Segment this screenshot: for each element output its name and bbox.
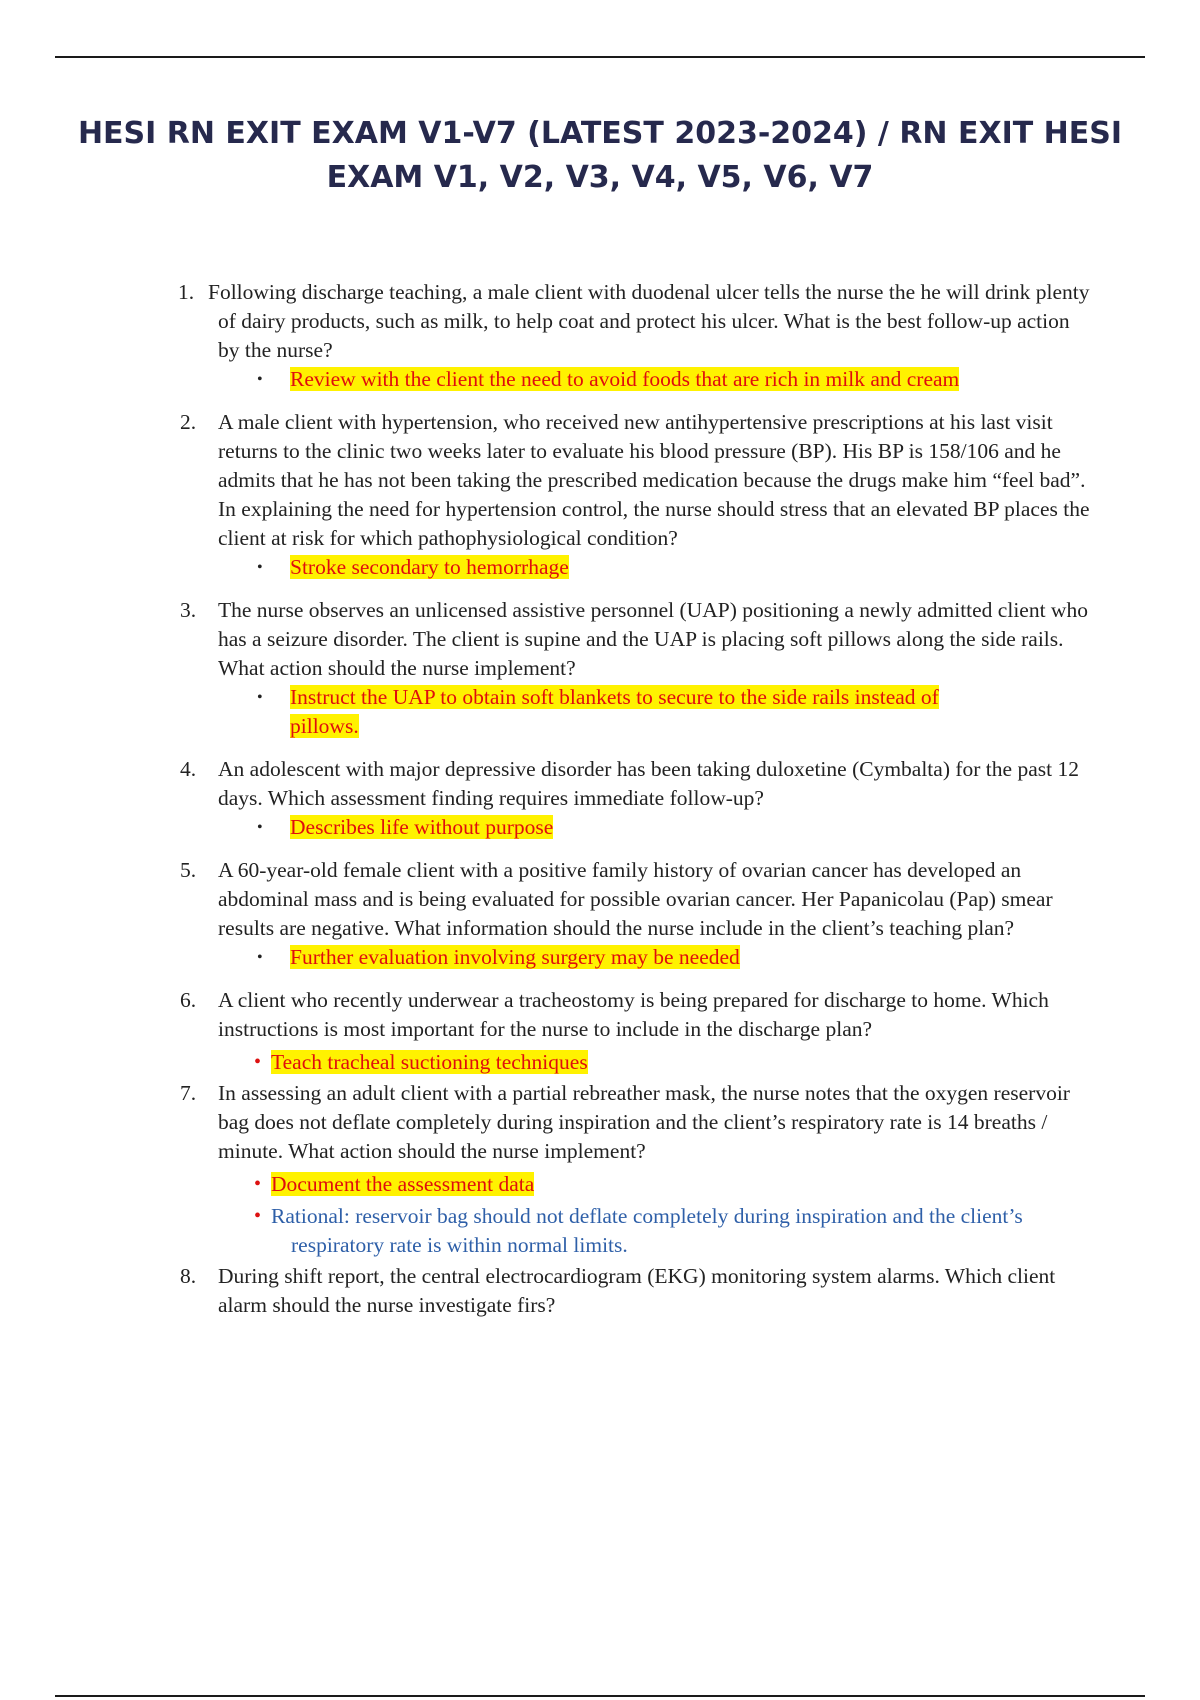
rationale-line-2: respiratory rate is within normal limits. bbox=[291, 1233, 628, 1257]
answer bbox=[180, 813, 1090, 842]
answer bbox=[180, 365, 1090, 394]
question-text: A male client with hypertension, who received new antihypertensive prescriptions at his last visit returns to the clinic two weeks later to evaluate his blood pressure (BP). His BP is 158/106 and he admits that he has not been taking the prescribed medication because the drugs make him “feel bad”. In explaining the need for hypertension control, the nurse should stress that an elevated BP places the client at risk for which pathophysiological condition? bbox=[218, 410, 1090, 550]
bullet-icon: • bbox=[257, 819, 263, 836]
question-list bbox=[180, 278, 1090, 1320]
bottom-rule bbox=[55, 1695, 1145, 1697]
title-line-2: EXAM V1, V2, V3, V4, V5, V6, V7 bbox=[326, 160, 874, 195]
question-3 bbox=[180, 596, 1090, 741]
rationale-line-1: Rational: reservoir bag should not deflate completely during inspiration and the client’s bbox=[271, 1204, 1023, 1228]
bullet-icon: • bbox=[257, 371, 263, 388]
question-6 bbox=[180, 986, 1090, 1077]
question-text: An adolescent with major depressive disorder has been taking duloxetine (Cymbalta) for the past 12 days. Which assessment finding requires immediate follow-up? bbox=[218, 757, 1079, 810]
answer-list bbox=[180, 683, 1090, 741]
question-number: 4. bbox=[180, 757, 197, 781]
page-title bbox=[60, 112, 1140, 200]
answer-text: Further evaluation involving surgery may be needed bbox=[290, 945, 740, 969]
question-number: 1. bbox=[178, 280, 195, 304]
bullet-icon: • bbox=[254, 1051, 262, 1073]
question-1 bbox=[180, 278, 1090, 394]
question-number: 7. bbox=[180, 1081, 197, 1105]
answer-text: Instruct the UAP to obtain soft blankets to secure to the side rails instead of pillows. bbox=[290, 685, 939, 738]
question-7 bbox=[180, 1079, 1090, 1260]
answer-list bbox=[180, 1048, 1090, 1077]
question-4 bbox=[180, 755, 1090, 842]
answer-list bbox=[180, 553, 1090, 582]
answer-list bbox=[180, 1170, 1090, 1260]
question-number: 8. bbox=[180, 1264, 197, 1288]
title-line-1: HESI RN EXIT EXAM V1-V7 (LATEST 2023-2024) / RN EXIT HESI bbox=[77, 116, 1123, 151]
question-text: A client who recently underwear a tracheostomy is being prepared for discharge to home. Which instructions is most important for the nurse to include in the discharge plan? bbox=[218, 988, 1049, 1041]
answer bbox=[180, 553, 1090, 582]
question-2 bbox=[180, 408, 1090, 582]
answer-text: Describes life without purpose bbox=[290, 815, 554, 839]
answer-list bbox=[180, 365, 1090, 394]
bullet-icon: • bbox=[257, 559, 263, 576]
question-text: A 60-year-old female client with a positive family history of ovarian cancer has developed an abdominal mass and is being evaluated for possible ovarian cancer. Her Papanicolau (Pap) smear results are negative. What information should the nurse include in the client’s teaching plan? bbox=[218, 858, 1053, 940]
question-text: Following discharge teaching, a male client with duodenal ulcer tells the nurse the he will drink plenty of dairy products, such as milk, to help coat and protect his ulcer. What is the best follow-up action by the nurse? bbox=[208, 280, 1090, 362]
bullet-icon: • bbox=[257, 689, 263, 706]
answer bbox=[180, 1170, 1090, 1199]
answer bbox=[180, 683, 1090, 741]
answer-list bbox=[180, 943, 1090, 972]
question-text: During shift report, the central electrocardiogram (EKG) monitoring system alarms. Which client alarm should the nurse investigate firs? bbox=[218, 1264, 1056, 1317]
answer-text: Stroke secondary to hemorrhage bbox=[290, 555, 569, 579]
top-rule bbox=[55, 56, 1145, 58]
answer bbox=[180, 1048, 1090, 1077]
question-number: 5. bbox=[180, 858, 197, 882]
question-5 bbox=[180, 856, 1090, 972]
rationale bbox=[180, 1202, 1090, 1260]
answer-list bbox=[180, 813, 1090, 842]
bullet-icon: • bbox=[257, 949, 263, 966]
question-text: In assessing an adult client with a partial rebreather mask, the nurse notes that the oxygen reservoir bag does not deflate completely during inspiration and the client’s respiratory rate is 14 breaths / minute. What action should the nurse implement? bbox=[218, 1081, 1070, 1163]
question-8 bbox=[180, 1262, 1090, 1320]
answer-text: Review with the client the need to avoid foods that are rich in milk and cream bbox=[290, 367, 960, 391]
question-number: 2. bbox=[180, 410, 197, 434]
bullet-icon: • bbox=[254, 1173, 262, 1195]
question-text: The nurse observes an unlicensed assistive personnel (UAP) positioning a newly admitted client who has a seizure disorder. The client is supine and the UAP is placing soft pillows along the side rails. What action should the nurse implement? bbox=[218, 598, 1088, 680]
question-number: 3. bbox=[180, 598, 197, 622]
bullet-icon: • bbox=[254, 1205, 262, 1227]
question-number: 6. bbox=[180, 988, 197, 1012]
answer-text: Document the assessment data bbox=[271, 1172, 535, 1196]
answer-text: Teach tracheal suctioning techniques bbox=[271, 1050, 588, 1074]
answer bbox=[180, 943, 1090, 972]
